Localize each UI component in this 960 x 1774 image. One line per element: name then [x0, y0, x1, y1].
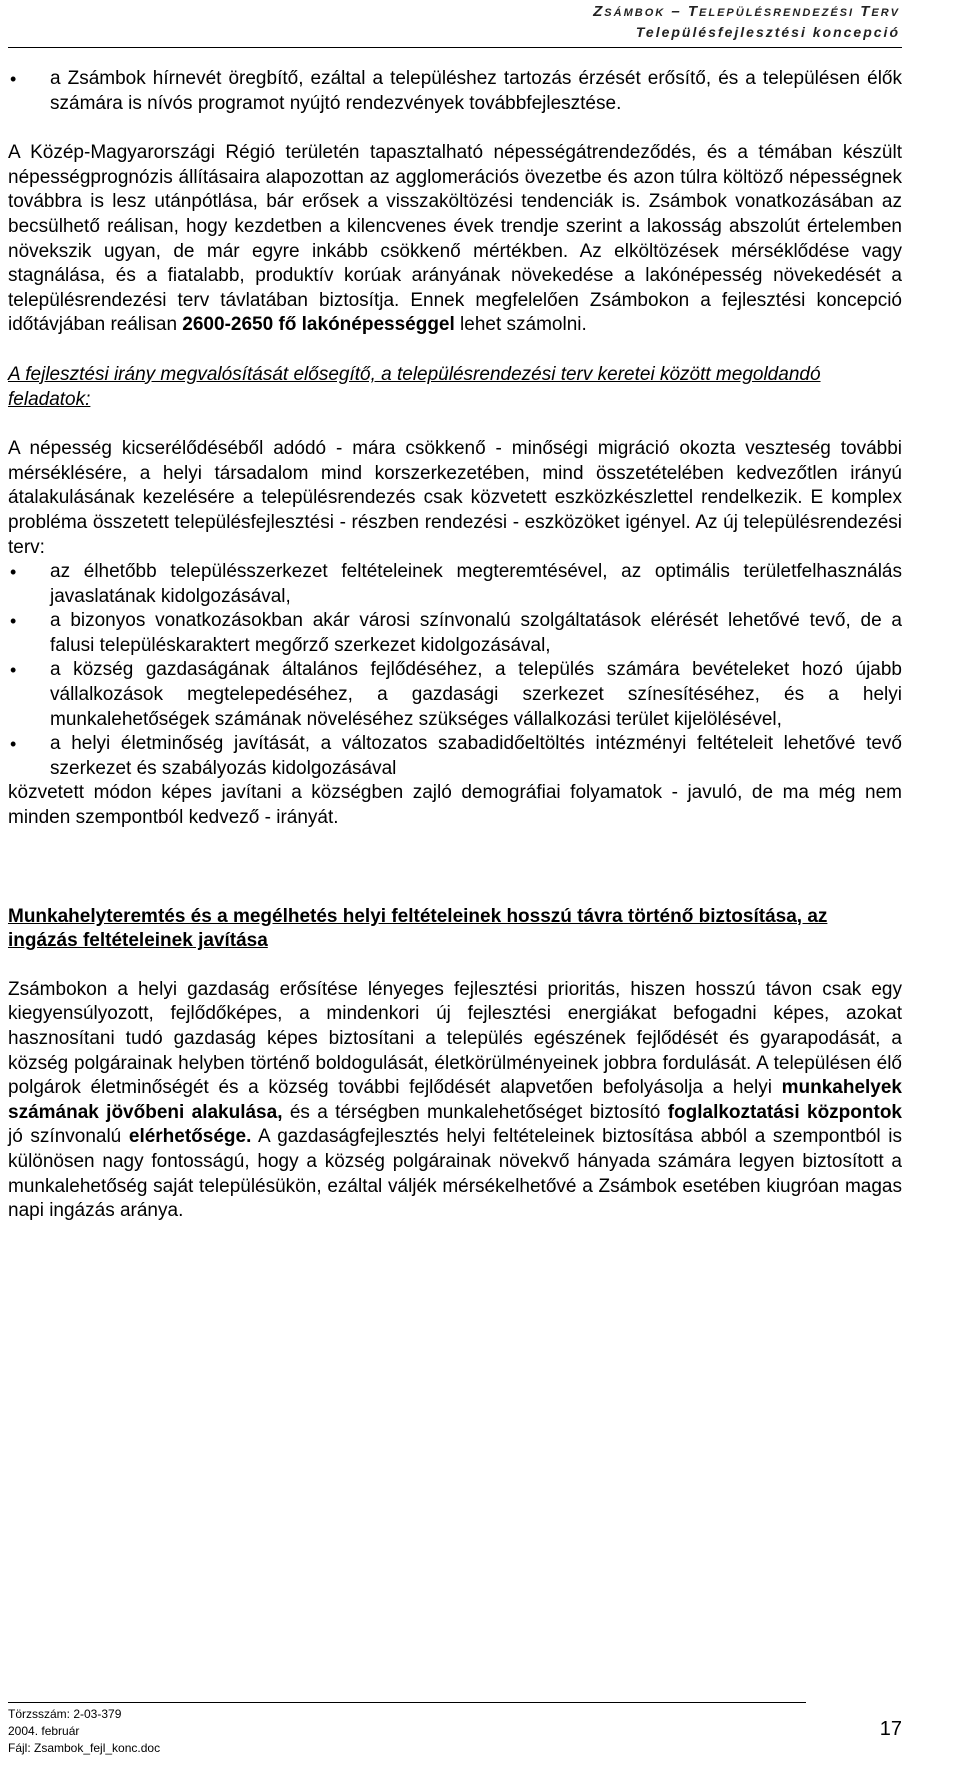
list-item-text: a bizonyos vonatkozásokban akár városi színvonalú szolgáltatások elérését lehetővé tevő, de a falusi településkaraktert megőrző szerkezet kidolgozásával, [50, 610, 902, 656]
paragraph-population [8, 141, 902, 338]
paragraph-text: A Közép-Magyarországi Régió területén tapasztalható népességátrendeződés, és a témában készült népességprognózis állításaira alapozottan az agglomerációs övezetbe és azon túlra költöző népességnek továbbra is lesz utánpótlása, bár erősek a visszaköltözési tendenciák is. Zsámbok vonatkozásában az becsülhető reálisan, hogy kezdetben a kilencvenes évek trendje szerint a lakosság abszolút értelemben növekszik ugyan, de már egyre inkább csökkenő mértékben. Az elköltözések mérséklődése vagy stagnálása, és a fiatalabb, produktív korúak arányának növekedése a lakónépesség növekedését a településrendezési terv távlatában biztosítja. Ennek megfelelően Zsámbokon a fejlesztési koncepció időtávjában reálisan [8, 142, 902, 336]
footer-rule [8, 1702, 806, 1703]
footer-register-number: Törzsszám: 2-03-379 [8, 1707, 122, 1721]
list-item-text: a község gazdaságának általános fejlődéséhez, a település számára bevételeket hozó újabb vállalkozások megtelepedéséhez, a gazdasági szerkezet színesítéséhez, és a helyi munkalehetőségek számának növeléséhez szükséges vállalkozási terület kijelölésével, [50, 659, 902, 730]
list-item [8, 67, 902, 116]
list-item [8, 732, 902, 781]
list-item [8, 658, 902, 732]
list-item-text: a helyi életminőség javítását, a változatos szabadidőeltöltés intézményi feltételeit lehetővé tevő szerkezet és szabályozás kidolgozásával [50, 733, 902, 779]
page-header [593, 2, 900, 42]
list-item-text: a Zsámbok hírnevét öregbítő, ezáltal a településhez tartozás érzését erősítő, és a településen élők számára is nívós programot nyújtó rendezvények továbbfejlesztése. [50, 68, 902, 114]
paragraph-conclusion: közvetett módon képes javítani a községben zajló demográfiai folyamatok - javuló, de ma még nem minden szempontból kedvező - irányát. [8, 782, 902, 829]
bullet-icon: • [10, 562, 17, 583]
bullet-icon: • [10, 69, 17, 89]
paragraph-bold: elérhetősége. [128, 1126, 252, 1148]
list-item [8, 560, 902, 609]
document-body [8, 67, 902, 1224]
paragraph-bold: foglalkoztatási központok [667, 1101, 902, 1123]
paragraph-text: jó színvonalú [8, 1126, 129, 1148]
header-title: Zsámbok – Településrendezési Terv [593, 3, 900, 20]
page-footer [8, 1706, 160, 1757]
bullet-list-middle [8, 560, 902, 781]
list-item-text: az élhetőbb településszerkezet feltételeinek megteremtésével, az optimális területfelhasználás javaslatának kidolgozásával, [50, 561, 902, 607]
bullet-icon: • [10, 660, 17, 681]
bullet-list-top [8, 67, 902, 116]
page-number: 17 [879, 1718, 902, 1740]
paragraph-text: A gazdaságfejlesztés helyi feltételeinek biztosítása abból a szempontból is különösen nagy fontosságú, hogy a község polgárainak növekvő hányada számára legyen biztosított a munkalehetőség saját településükön, ezáltal váljék mérsékelhetővé a Zsámbok esetében kiugróan magas napi ingázás aránya. [8, 1126, 902, 1222]
footer-date: 2004. február [8, 1724, 80, 1738]
footer-filename: Fájl: Zsambok_fejl_konc.doc [8, 1741, 161, 1755]
paragraph-bold: munkahelyek számának jövőbeni alakulása, [8, 1077, 902, 1123]
paragraph-migration: A népesség kicserélődéséből adódó - mára csökkenő - minőségi migráció okozta veszteség további mérséklésére, a helyi társadalom mind korszerkezetében, mind összetételében kedvezőtlen irányú átalakulásának kezelésére a településrendezés csak közvetett eszközkészlettel rendelkezik. E komplex probléma összetett településfejlesztési - részben rendezési - eszközöket igényel. Az új településrendezési terv: [8, 438, 902, 558]
bullet-icon: • [10, 611, 17, 632]
paragraph-text: Zsámbokon a helyi gazdaság erősítése lényeges fejlesztési prioritás, hiszen hosszú távon csak egy kiegyensúlyozott, fejlődőképes, a mindenkori új fejlesztési energiákat befogadni képes, azokat hasznosítani tudó gazdaság képes biztosítani a település egészének fejlődését és gyarapodását, a község polgárainak helyben történő boldogulását, életkörülményeinek jobbra fordulását. A településen élő polgárok életminőségét és a község további fejlődését alapvetően befolyásolja a helyi [8, 978, 902, 1099]
header-rule [8, 47, 902, 48]
section-subheading: A fejlesztési irány megvalósítását elősegítő, a településrendezési terv keretei között megoldandó feladatok: [8, 363, 821, 410]
list-item [8, 609, 902, 658]
section-heading: Munkahelyteremtés és a megélhetés helyi feltételeinek hosszú távra történő biztosítása, az ingázás feltételeinek javítása [8, 905, 828, 952]
paragraph-bold: 2600-2650 fő lakónépességgel [182, 314, 455, 336]
header-subtitle: Településfejlesztési koncepció [635, 24, 900, 40]
bullet-icon: • [10, 734, 17, 755]
paragraph-text: lehet számolni. [454, 314, 587, 336]
paragraph-text: és a térségben munkalehetőséget biztosító [282, 1101, 668, 1123]
paragraph-economy [8, 978, 902, 1224]
